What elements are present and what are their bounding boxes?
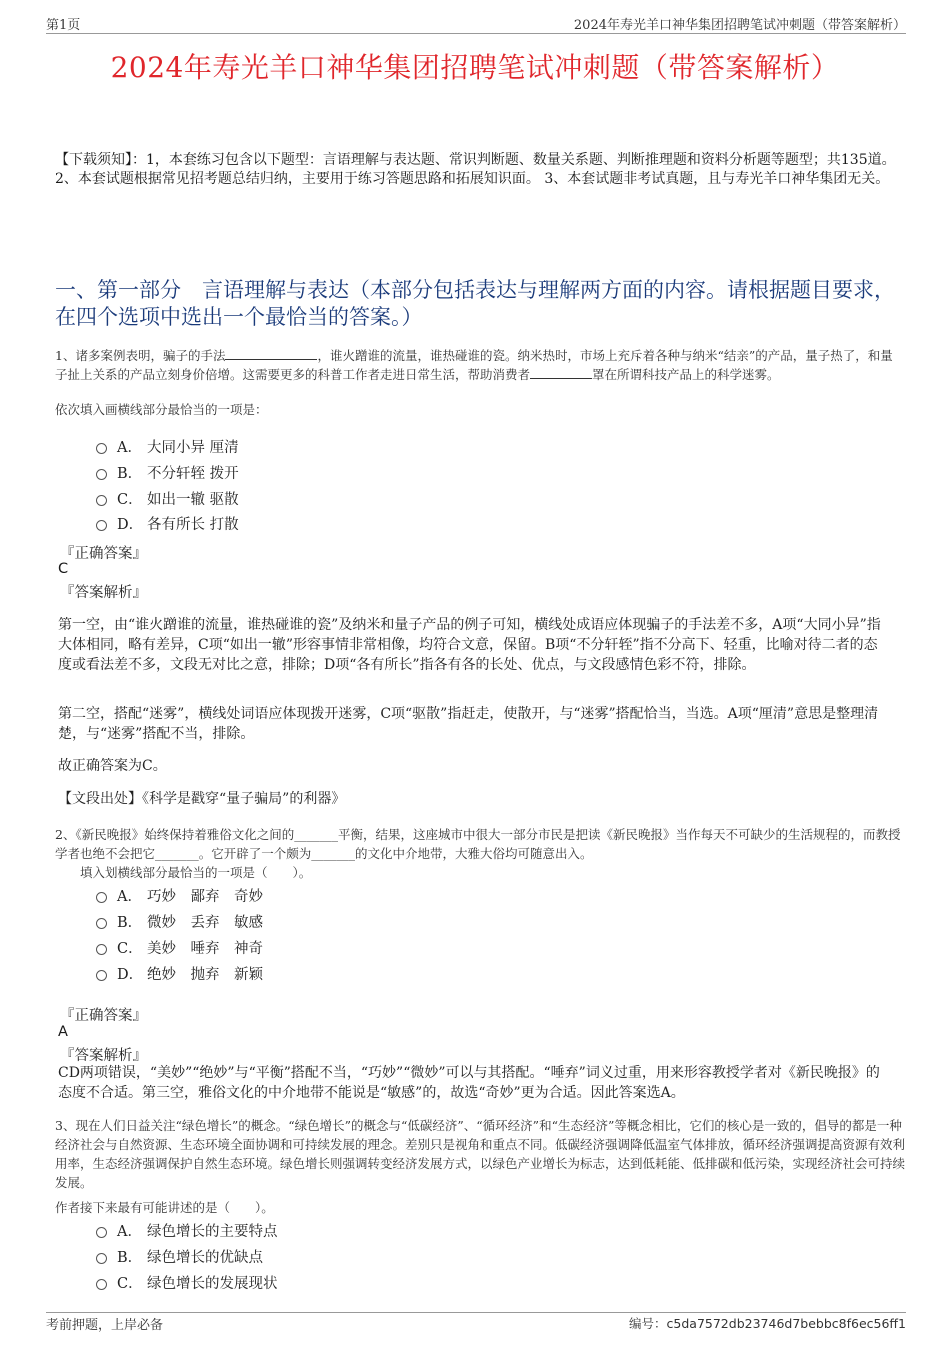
- question-3-text: 3、现在人们日益关注“绿色增长”的概念。“绿色增长”的概念与“低碳经济”、“循环经济”和“生态经济”等概念相比，它们的核心是一致的，倡导的都是一种经济社会与自然资源、生态环境全面协调和可持续发展的理念。差别只是视角和重点不同。低碳经济强调降低温室气体排放，循环经济强调提高资源有效利用率，生态经济强调保护自然生态环境。绿色增长则强调转变经济发展方式，以绿色产业增长为标志，达到低耗能、低排碳和低污染，实现经济社会可持续发展。: [55, 1118, 906, 1190]
- q2-analysis-label: 『答案解析』: [60, 1048, 147, 1064]
- q2-answer-label: 『正确答案』: [60, 1008, 147, 1024]
- question-2-prompt: 填入划横线部分最恰当的一项是（ ）。: [80, 865, 312, 880]
- question-1-prompt: 依次填入画横线部分最恰当的一项是：: [55, 402, 268, 417]
- footer-id: 编号：c5da7572db23746d7bebbc8f6ec56ff1: [629, 1316, 906, 1331]
- q3-option-c[interactable]: C． 绿色增长的发展现状: [96, 1272, 278, 1292]
- radio-icon[interactable]: [96, 892, 107, 903]
- radio-icon[interactable]: [96, 443, 107, 454]
- q1-answer: C: [58, 561, 69, 577]
- q2-option-c[interactable]: C． 美妙 唾弃 神奇: [96, 937, 263, 957]
- q1-analysis-3: 故正确答案为C。: [58, 758, 167, 774]
- q1-option-c[interactable]: C． 如出一辙 驱散: [96, 488, 239, 508]
- q1-analysis-1: 第一空，由“谁火蹭谁的流量，谁热碰谁的瓷”及纳米和量子产品的例子可知，横线处成语应体现骗子的手法差不多，A项“大同小异”指大体相同，略有差异，C项“如出一辙”形容事情非常相像，均符合文意，保留。B项“不分轩轾”指不分高下、轻重，比喻对待二者的态度或看法差不多，文段无对比之意，排除；D项“各有所长”指各有各的长处、优点，与文段感情色彩不符，排除。: [58, 617, 881, 673]
- radio-icon[interactable]: [96, 944, 107, 955]
- radio-icon[interactable]: [96, 495, 107, 506]
- radio-icon[interactable]: [96, 520, 107, 531]
- q2-option-b[interactable]: B． 微妙 丢弃 敏感: [96, 911, 263, 931]
- q1-option-b[interactable]: B． 不分轩轾 拨开: [96, 462, 239, 482]
- q1-answer-label: 『正确答案』: [60, 546, 147, 562]
- radio-icon[interactable]: [96, 1253, 107, 1264]
- q2-analysis: CD两项错误，“美妙”“绝妙”与“平衡”搭配不当，“巧妙”“微妙”可以与其搭配。“唾弃”词义过重，用来形容教授学者对《新民晚报》的态度不合适。第三空，雅俗文化的中介地带不能说是“敏感”的，故选“奇妙”更为合适。因此答案选A。: [58, 1065, 880, 1101]
- q2-option-a[interactable]: A． 巧妙 鄙弃 奇妙: [96, 885, 263, 905]
- download-notice: 【下载须知】：1，本套练习包含以下题型：言语理解与表达题、常识判断题、数量关系题、判断推理题和资料分析题等题型；共135道。 2、本套试题根据常见招考题总结归纳，主要用于练习答题思路和拓展知识面。 3、本套试题非考试真题，且与寿光羊口神华集团无关。: [55, 152, 896, 187]
- radio-icon[interactable]: [96, 1279, 107, 1290]
- q2-option-d[interactable]: D． 绝妙 抛弃 新颖: [96, 963, 263, 983]
- header-divider: [46, 33, 906, 34]
- q1-analysis-label: 『答案解析』: [60, 585, 147, 601]
- q1-option-d[interactable]: D． 各有所长 打散: [96, 513, 239, 533]
- footer-slogan: 考前押题，上岸必备: [46, 1318, 164, 1333]
- q2-answer: A: [58, 1024, 68, 1040]
- question-2-text: 2、《新民晚报》始终保持着雅俗文化之间的_______平衡，结果，这座城市中很大一部分市民是把读《新民晚报》当作每天不可缺少的生活规程的，而教授学者也绝不会把它_______。它开辟了一个颇为_______的文化中介地带，大雅大俗均可随意出入。: [55, 827, 901, 861]
- radio-icon[interactable]: [96, 970, 107, 981]
- radio-icon[interactable]: [96, 1227, 107, 1238]
- question-3-prompt: 作者接下来最有可能讲述的是（ ）。: [55, 1200, 274, 1215]
- q3-option-b[interactable]: B． 绿色增长的优缺点: [96, 1246, 263, 1266]
- header-doc-title: 2024年寿光羊口神华集团招聘笔试冲刺题（带答案解析）: [573, 18, 906, 33]
- page-number: 第1页: [46, 18, 81, 33]
- footer-divider: [46, 1312, 906, 1313]
- radio-icon[interactable]: [96, 469, 107, 480]
- q1-option-a[interactable]: A． 大同小异 厘清: [96, 436, 239, 456]
- radio-icon[interactable]: [96, 918, 107, 929]
- q3-option-a[interactable]: A． 绿色增长的主要特点: [96, 1220, 278, 1240]
- q1-source: 【文段出处】《科学是戳穿“量子骗局”的利器》: [58, 791, 346, 807]
- q1-analysis-2: 第二空，搭配“迷雾”，横线处词语应体现拨开迷雾，C项“驱散”指赶走，使散开，与“迷雾”搭配恰当，当选。A项“厘清”意思是整理清楚，与“迷雾”搭配不当，排除。: [58, 706, 879, 742]
- section-heading: 一、第一部分 言语理解与表达（本部分包括表达与理解两方面的内容。请根据题目要求，在四个选项中选出一个最恰当的答案。）: [55, 278, 895, 329]
- question-1-text: 1、诸多案例表明，骗子的手法 ，谁火蹭谁的流量，谁热碰谁的瓷。纳米热时，市场上充斥着各种与纳米“结亲”的产品，量子热了，和量子扯上关系的产品立刻身价倍增。这需要更多的科普工作者走进日常生活，帮助消费者 罩在所谓科技产品上的科学迷雾。: [55, 348, 893, 382]
- page-title: 2024年寿光羊口神华集团招聘笔试冲刺题（带答案解析）: [110, 51, 840, 84]
